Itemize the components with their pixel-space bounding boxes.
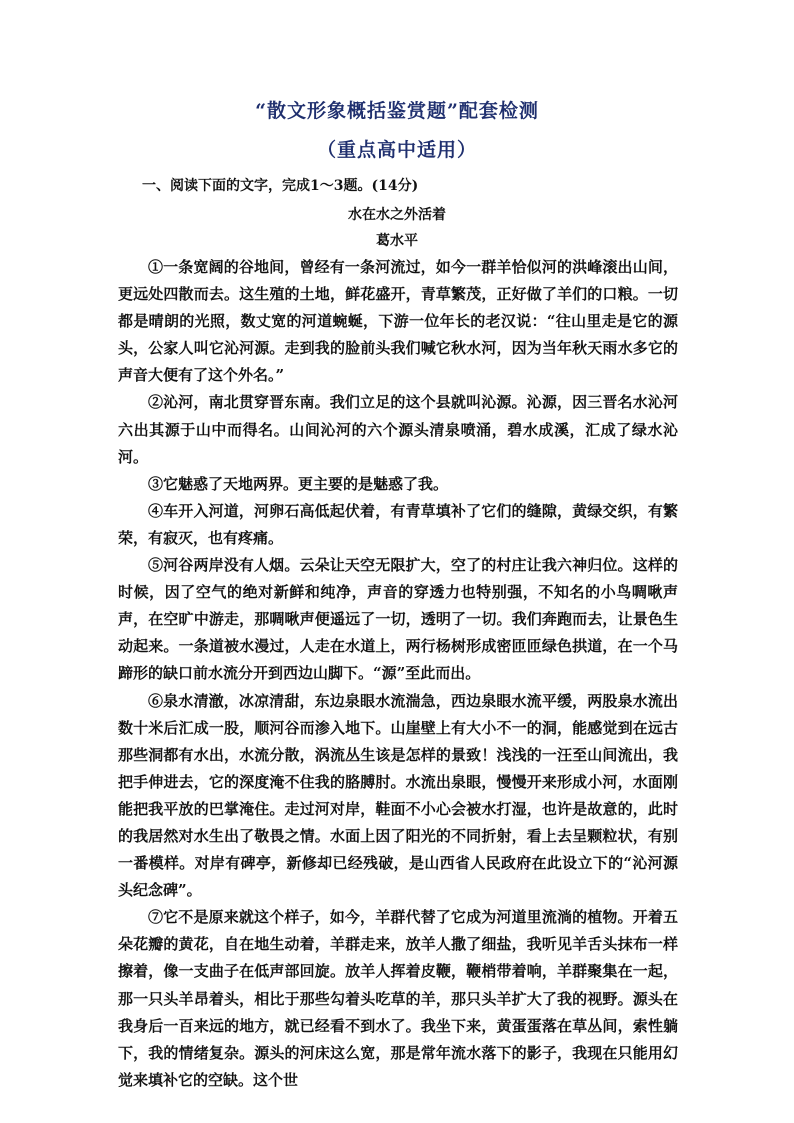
page-title: “散文形象概括鉴赏题”配套检测 bbox=[255, 100, 539, 122]
page-subtitle: （重点高中适用） bbox=[316, 139, 477, 161]
essay-author: 葛水平 bbox=[376, 233, 418, 249]
paragraph-5: ⑤河谷两岸没有人烟。云朵让天空无限扩大，空了的村庄让我六神归位。这样的时候，因了空气的绝对新鲜和纯净，声音的穿透力也特别强，不知名的小鸟啁啾声声，在空旷中游走，那啁啾声便遥远了一切，透明了一切。我们奔跑而去，让景色生动起来。一条道被水漫过，人走在水道上，两行杨树形成密匝匝绿色拱道，在一个马蹄形的缺口前水流分开到西边山脚下。“源”至此而出。 bbox=[118, 556, 678, 683]
paragraph-3: ③它魅惑了天地两界。更主要的是魅惑了我。 bbox=[148, 474, 449, 493]
paragraph-1: ①一条宽阔的谷地间，曾经有一条河流过，如今一群羊恰似河的洪峰滚出山间，更远处四散而去。这生殖的土地，鲜花盛开，青草繁茂，正好做了羊们的口粮。一切都是晴朗的光照，数丈宽的河道蜿蜒，下游一位年长的老汉说：“往山里走是它的源头，公家人叫它沁河源。走到我的脸前头我们喊它秋水河，因为当年秋天雨水多它的声音大便有了这个外名。” bbox=[118, 258, 678, 385]
essay-body bbox=[118, 254, 678, 1094]
paragraph-4: ④车开入河道，河卵石高低起伏着，有青草填补了它们的缝隙，黄绿交织，有繁荣，有寂灭，也有疼痛。 bbox=[118, 501, 678, 547]
essay-title: 水在水之外活着 bbox=[348, 207, 446, 223]
paragraph-2: ②沁河，南北贯穿晋东南。我们立足的这个县就叫沁源。沁源，因三晋名水沁河六出其源于山中而得名。山间沁河的六个源头清泉喷涌，碧水成溪，汇成了绿水沁河。 bbox=[118, 393, 678, 466]
question-instruction: 一、阅读下面的文字，完成1～3题。(14分) bbox=[142, 178, 419, 194]
paragraph-6: ⑥泉水清澈，冰凉清甜，东边泉眼水流湍急，西边泉眼水流平缓，两股泉水流出数十米后汇成一股，顺河谷而渗入地下。山崖壁上有大小不一的洞，能感觉到在远古那些洞都有水出，水流分散，涡流丛生该是怎样的景致！浅浅的一汪至山间流出，我把手伸进去，它的深度淹不住我的胳膊肘。水流出泉眼，慢慢开来形成小河，水面刚能把我平放的巴掌淹住。走过河对岸，鞋面不小心会被水打湿，也许是故意的，此时的我居然对水生出了敬畏之情。水面上因了阳光的不同折射，看上去呈颗粒状，有别一番模样。对岸有碑亭，新修却已经残破，是山西省人民政府在此设立下的“沁河源头纪念碑”。 bbox=[118, 691, 678, 900]
paragraph-7: ⑦它不是原来就这个样子，如今，羊群代替了它成为河道里流淌的植物。开着五朵花瓣的黄花，自在地生动着，羊群走来，放羊人撒了细盐，我听见羊舌头抹布一样擦着，像一支曲子在低声部回旋。放羊人挥着皮鞭，鞭梢带着响，羊群聚集在一起，那一只头羊昂着头，相比于那些勾着头吃草的羊，那只头羊扩大了我的视野。源头在我身后一百来远的地方，就已经看不到水了。我坐下来，黄蛋蛋落在草丛间，索性躺下，我的情绪复杂。源头的河床这么宽，那是常年流水落下的影子，我现在只能用幻觉来填补它的空缺。这个世 bbox=[118, 908, 678, 1089]
